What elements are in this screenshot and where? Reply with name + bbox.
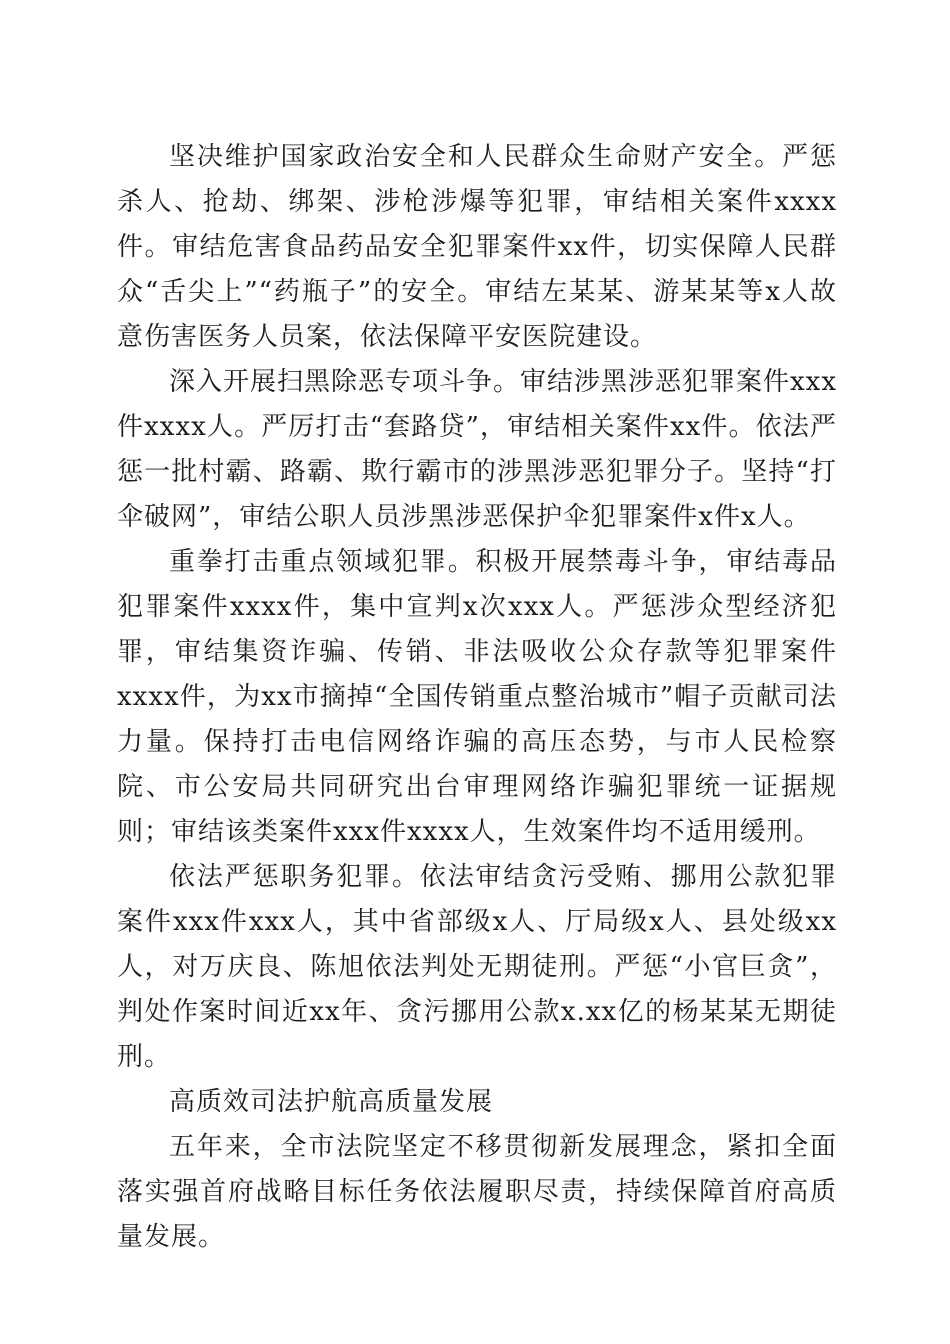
paragraph-duty-crimes: 依法严惩职务犯罪。依法审结贪污受贿、挪用公款犯罪案件xxx件xxx人，其中省部级x人、厅局级x人、县处级xx人，对万庆良、陈旭依法判处无期徒刑。严惩“小官巨贪”，判处作案时间近xx年、贪污挪用公款x.xx亿的杨某某无期徒刑。 [117, 862, 837, 1072]
section-heading: 高质效司法护航高质量发展 [169, 1087, 494, 1117]
document-body [117, 135, 837, 1260]
paragraph-closing: 五年来，全市法院坚定不移贯彻新发展理念，紧扣全面落实强首府战略目标任务依法履职尽责，持续保障首府高质量发展。 [117, 1132, 837, 1252]
paragraph-key-area-crimes: 重拳打击重点领域犯罪。积极开展禁毒斗争，审结毒品犯罪案件xxxx件，集中宣判x次xxx人。严惩涉众型经济犯罪，审结集资诈骗、传销、非法吸收公众存款等犯罪案件xxxx件，为xx市摘掉“全国传销重点整治城市”帽子贡献司法力量。保持打击电信网络诈骗的高压态势，与市人民检察院、市公安局共同研究出台审理网络诈骗犯罪统一证据规则；审结该类案件xxx件xxxx人，生效案件均不适用缓刑。 [117, 547, 837, 847]
paragraph-anti-crime-campaign: 深入开展扫黑除恶专项斗争。审结涉黑涉恶犯罪案件xxx件xxxx人。严厉打击“套路贷”，审结相关案件xx件。依法严惩一批村霸、路霸、欺行霸市的涉黑涉恶犯罪分子。坚持“打伞破网”，审结公职人员涉黑涉恶保护伞犯罪案件x件x人。 [117, 367, 837, 532]
paragraph-political-security: 坚决维护国家政治安全和人民群众生命财产安全。严惩杀人、抢劫、绑架、涉枪涉爆等犯罪，审结相关案件xxxx件。审结危害食品药品安全犯罪案件xx件，切实保障人民群众“舌尖上”“药瓶子”的安全。审结左某某、游某某等x人故意伤害医务人员案，依法保障平安医院建设。 [117, 142, 837, 352]
